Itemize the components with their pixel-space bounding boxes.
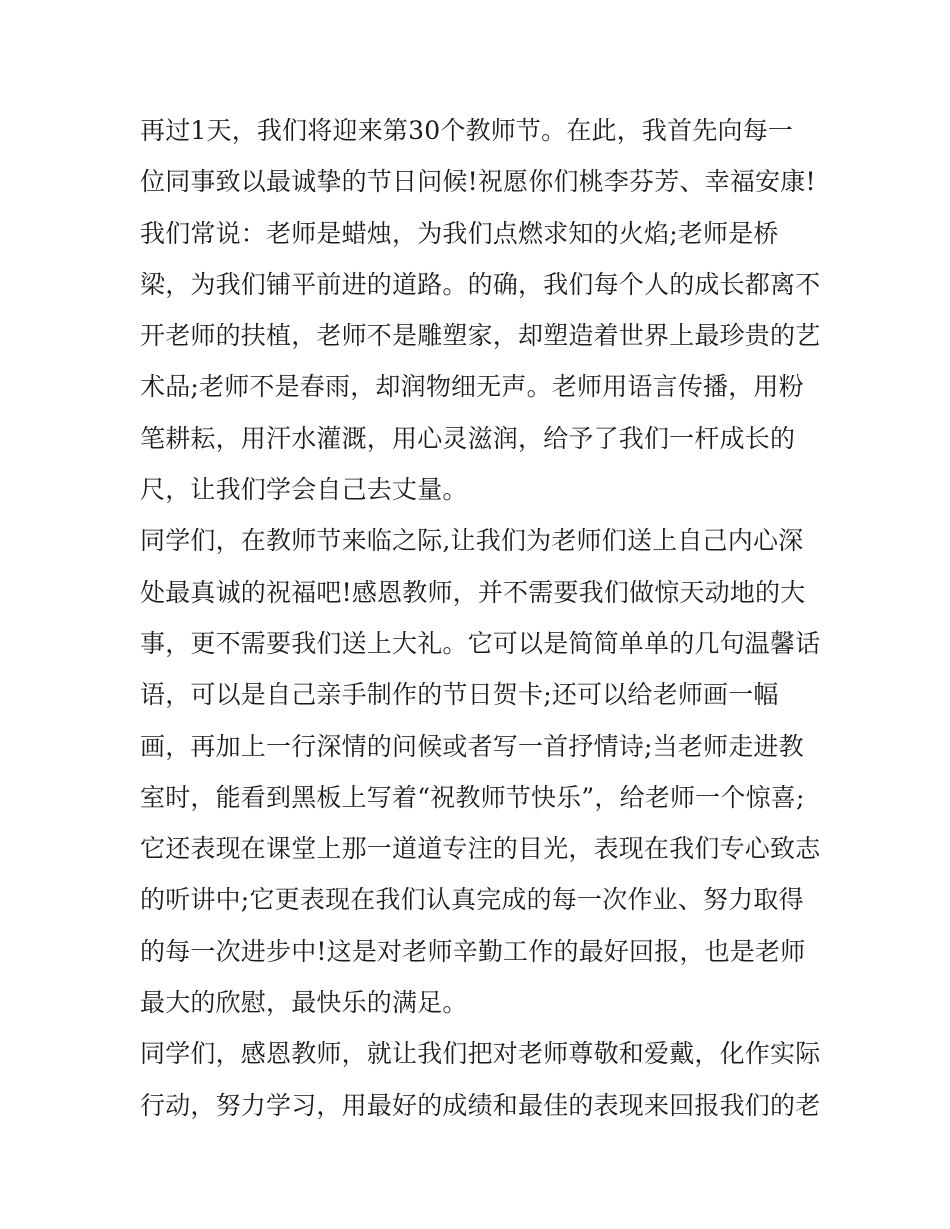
text-line: 的每一次进步中!这是对老师辛勤工作的最好回报，也是老师 xyxy=(140,936,806,966)
text-line: 同学们，在教师节来临之际,让我们为老师们送上自己内心深 xyxy=(140,526,804,556)
text-line: 术品;老师不是春雨，却润物细无声。老师用语言传播，用粉 xyxy=(140,372,804,402)
text-line: 语，可以是自己亲手制作的节日贺卡;还可以给老师画一幅 xyxy=(140,680,779,710)
text-line: 梁，为我们铺平前进的道路。的确，我们每个人的成长都离不 xyxy=(140,269,821,299)
text-line: 尺，让我们学会自己去丈量。 xyxy=(140,475,468,505)
text-line: 再过1天，我们将迎来第30个教师节。在此，我首先向每一 xyxy=(140,116,794,145)
text-line: 笔耕耘，用汗水灌溉，用心灵滋润，给予了我们一杆成长的 xyxy=(140,423,796,453)
text-line: 它还表现在课堂上那一道道专注的目光，表现在我们专心致志 xyxy=(140,834,821,864)
document-body xyxy=(140,105,820,1131)
paragraph-1 xyxy=(140,105,820,515)
text-line: 开老师的扶植，老师不是雕塑家，却塑造着世界上最珍贵的艺 xyxy=(140,321,821,351)
text-line: 画，再加上一行深情的问候或者写一首抒情诗;当老师走进教 xyxy=(140,731,804,761)
text-line: 事，更不需要我们送上大礼。它可以是简简单单的几句温馨话 xyxy=(140,628,821,658)
text-line: 同学们，感恩教师，就让我们把对老师尊敬和爱戴，化作实际 xyxy=(140,1039,821,1069)
text-line: 位同事致以最诚挚的节日问候!祝愿你们桃李芬芳、幸福安康! xyxy=(140,167,816,197)
text-line: 行动，努力学习，用最好的成绩和最佳的表现来回报我们的老 xyxy=(140,1090,821,1120)
paragraph-2 xyxy=(140,515,820,1028)
text-line: 的听讲中;它更表现在我们认真完成的每一次作业、努力取得 xyxy=(140,885,804,915)
paragraph-3 xyxy=(140,1028,820,1131)
text-line: 最大的欣慰，最快乐的满足。 xyxy=(140,988,468,1018)
text-line: 室时，能看到黑板上写着“祝教师节快乐”，给老师一个惊喜; xyxy=(140,782,805,812)
text-line: 处最真诚的祝福吧!感恩教师，并不需要我们做惊天动地的大 xyxy=(140,577,806,607)
text-line: 我们常说：老师是蜡烛，为我们点燃求知的火焰;老师是桥 xyxy=(140,218,779,248)
